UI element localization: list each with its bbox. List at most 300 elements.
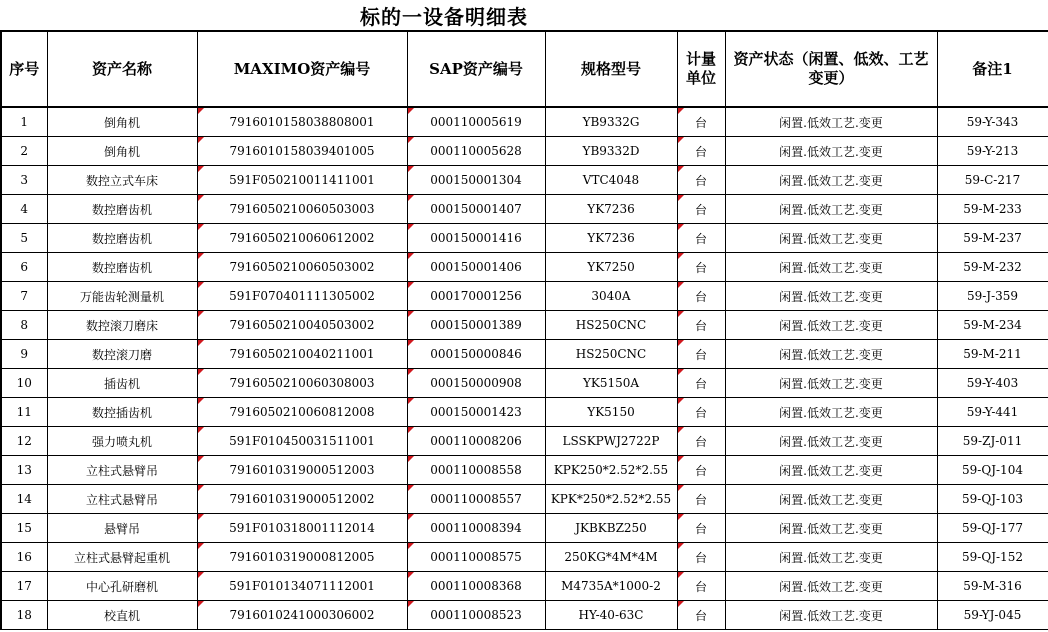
cell-unit-text: 台	[694, 376, 707, 391]
cell-maximo[interactable]	[197, 253, 407, 282]
cell-unit[interactable]	[677, 311, 725, 340]
cell-unit[interactable]	[677, 166, 725, 195]
cell-seq[interactable]	[1, 311, 47, 340]
cell-remark-text: 59-J-359	[966, 289, 1019, 303]
cell-status[interactable]	[725, 340, 937, 369]
cell-status[interactable]	[725, 195, 937, 224]
cell-remark-text: 59-M-211	[963, 347, 1022, 361]
cell-name-text: 万能齿轮测量机	[79, 289, 164, 304]
cell-name-text: 强力喷丸机	[91, 434, 152, 449]
cell-unit-text: 台	[694, 579, 707, 594]
cell-sap-text: 000150001304	[430, 173, 522, 187]
cell-sap[interactable]	[407, 340, 545, 369]
cell-seq[interactable]	[1, 485, 47, 514]
cell-remark[interactable]	[937, 107, 1048, 137]
comment-indicator-icon	[408, 253, 414, 259]
cell-seq-text: 8	[20, 318, 29, 332]
cell-name[interactable]	[47, 543, 197, 572]
comment-indicator-icon	[678, 398, 684, 404]
header-maximo[interactable]: MAXIMO资产编号	[197, 31, 407, 107]
comment-indicator-icon	[408, 572, 414, 578]
comment-indicator-icon	[198, 601, 204, 607]
cell-unit[interactable]	[677, 340, 725, 369]
cell-spec[interactable]	[545, 514, 677, 543]
comment-indicator-icon	[408, 543, 414, 549]
table-row	[1, 311, 1048, 340]
table-row	[1, 166, 1048, 195]
header-status[interactable]	[725, 31, 937, 107]
cell-sap-text: 000150001407	[430, 202, 522, 216]
cell-maximo[interactable]	[197, 514, 407, 543]
cell-name[interactable]	[47, 456, 197, 485]
cell-maximo-text: 591F010318001112014	[229, 521, 375, 535]
cell-spec[interactable]	[545, 572, 677, 601]
cell-maximo[interactable]	[197, 485, 407, 514]
comment-indicator-icon	[408, 398, 414, 404]
cell-spec-text: YK7250	[587, 260, 635, 274]
cell-remark[interactable]	[937, 398, 1048, 427]
cell-sap-text: 000110008575	[430, 550, 522, 564]
cell-status[interactable]	[725, 311, 937, 340]
cell-spec[interactable]	[545, 253, 677, 282]
header-seq[interactable]: 序号	[1, 31, 47, 107]
cell-maximo[interactable]	[197, 340, 407, 369]
header-status-label: 资产状态（闲置、低效、工艺变更）	[733, 50, 929, 87]
cell-sap[interactable]	[407, 195, 545, 224]
cell-seq-text: 17	[16, 579, 32, 593]
cell-sap[interactable]	[407, 253, 545, 282]
cell-spec[interactable]	[545, 166, 677, 195]
cell-seq-text: 7	[20, 289, 29, 303]
cell-maximo[interactable]	[197, 572, 407, 601]
cell-maximo-text: 591F050210011411001	[229, 173, 375, 187]
cell-spec[interactable]	[545, 369, 677, 398]
cell-spec[interactable]	[545, 456, 677, 485]
cell-maximo-text: 591F070401111305002	[229, 289, 375, 303]
cell-seq[interactable]	[1, 427, 47, 456]
cell-unit-text: 台	[694, 492, 707, 507]
cell-unit-text: 台	[694, 202, 707, 217]
cell-maximo[interactable]	[197, 137, 407, 166]
cell-spec-text: JKBKBZ250	[575, 521, 647, 535]
comment-indicator-icon	[198, 195, 204, 201]
cell-sap[interactable]	[407, 572, 545, 601]
cell-spec[interactable]	[545, 398, 677, 427]
comment-indicator-icon	[408, 340, 414, 346]
cell-name[interactable]	[47, 340, 197, 369]
cell-sap-text: 000150001406	[430, 260, 522, 274]
cell-status[interactable]	[725, 253, 937, 282]
cell-name-text: 数控滚刀磨床	[85, 318, 158, 333]
cell-unit-text: 台	[694, 550, 707, 565]
cell-name[interactable]	[47, 485, 197, 514]
cell-spec-text: YK5150A	[582, 376, 640, 390]
cell-spec[interactable]	[545, 485, 677, 514]
cell-seq[interactable]	[1, 514, 47, 543]
comment-indicator-icon	[408, 311, 414, 317]
cell-maximo[interactable]	[197, 398, 407, 427]
cell-seq[interactable]	[1, 253, 47, 282]
cell-spec[interactable]	[545, 340, 677, 369]
cell-seq[interactable]	[1, 398, 47, 427]
cell-unit[interactable]	[677, 137, 725, 166]
comment-indicator-icon	[678, 282, 684, 288]
cell-status-text: 闲置.低效工艺.变更	[779, 289, 883, 304]
cell-remark-text: 59-QJ-152	[962, 550, 1023, 564]
cell-name-text: 中心孔研磨机	[85, 579, 158, 594]
table-row	[1, 456, 1048, 485]
cell-status[interactable]	[725, 456, 937, 485]
cell-sap-text: 000110008206	[430, 434, 522, 448]
cell-maximo[interactable]	[197, 427, 407, 456]
cell-unit[interactable]	[677, 601, 725, 630]
title-row[interactable]	[0, 0, 1048, 30]
cell-maximo-text: 7916050210040503002	[229, 318, 375, 332]
cell-seq[interactable]	[1, 195, 47, 224]
cell-unit-text: 台	[694, 318, 707, 333]
cell-maximo[interactable]	[197, 224, 407, 253]
cell-remark[interactable]	[937, 195, 1048, 224]
cell-unit[interactable]	[677, 543, 725, 572]
cell-unit[interactable]	[677, 427, 725, 456]
cell-remark[interactable]	[937, 137, 1048, 166]
cell-name[interactable]	[47, 369, 197, 398]
comment-indicator-icon	[198, 108, 204, 114]
comment-indicator-icon	[678, 224, 684, 230]
comment-indicator-icon	[198, 572, 204, 578]
cell-spec-text: KPK250*2.52*2.55	[553, 463, 669, 477]
cell-seq-text: 3	[20, 173, 29, 187]
cell-status-text: 闲置.低效工艺.变更	[779, 202, 883, 217]
cell-unit[interactable]	[677, 107, 725, 137]
cell-status-text: 闲置.低效工艺.变更	[779, 434, 883, 449]
cell-name[interactable]	[47, 311, 197, 340]
equipment-table	[0, 30, 1048, 630]
cell-name[interactable]	[47, 398, 197, 427]
table-row	[1, 398, 1048, 427]
cell-remark-text: 59-Y-343	[966, 115, 1019, 129]
cell-unit-text: 台	[694, 173, 707, 188]
header-name[interactable]: 资产名称	[47, 31, 197, 107]
cell-remark-text: 59-QJ-103	[962, 492, 1023, 506]
cell-spec-text: YK5150	[587, 405, 635, 419]
cell-remark[interactable]	[937, 340, 1048, 369]
cell-name[interactable]	[47, 224, 197, 253]
cell-name-text: 校直机	[103, 608, 140, 623]
cell-sap-text: 000110005628	[430, 144, 522, 158]
cell-sap-text: 000110008394	[430, 521, 522, 535]
table-row	[1, 572, 1048, 601]
cell-seq-text: 6	[20, 260, 29, 274]
cell-sap[interactable]	[407, 224, 545, 253]
cell-name-text: 数控磨齿机	[91, 260, 152, 275]
cell-name-text: 数控磨齿机	[91, 202, 152, 217]
cell-spec-text: HS250CNC	[575, 347, 647, 361]
cell-seq-text: 18	[16, 608, 32, 622]
cell-status-text: 闲置.低效工艺.变更	[779, 231, 883, 246]
cell-status[interactable]	[725, 137, 937, 166]
cell-status-text: 闲置.低效工艺.变更	[779, 173, 883, 188]
cell-seq-text: 5	[20, 231, 29, 245]
cell-seq[interactable]	[1, 572, 47, 601]
cell-maximo[interactable]	[197, 543, 407, 572]
cell-maximo[interactable]	[197, 456, 407, 485]
cell-status-text: 闲置.低效工艺.变更	[779, 405, 883, 420]
cell-remark[interactable]	[937, 224, 1048, 253]
cell-sap[interactable]	[407, 282, 545, 311]
table-row	[1, 282, 1048, 311]
cell-status[interactable]	[725, 514, 937, 543]
cell-seq[interactable]	[1, 224, 47, 253]
cell-status[interactable]	[725, 107, 937, 137]
cell-spec[interactable]	[545, 282, 677, 311]
cell-maximo-text: 591F010134071112001	[229, 579, 375, 593]
cell-unit[interactable]	[677, 514, 725, 543]
cell-sap-text: 000150001416	[430, 231, 522, 245]
cell-unit-text: 台	[694, 521, 707, 536]
cell-sap-text: 000150000846	[430, 347, 522, 361]
cell-sap[interactable]	[407, 485, 545, 514]
cell-sap[interactable]	[407, 311, 545, 340]
comment-indicator-icon	[678, 572, 684, 578]
cell-seq-text: 10	[16, 376, 32, 390]
comment-indicator-icon	[678, 340, 684, 346]
comment-indicator-icon	[198, 282, 204, 288]
cell-spec-text: M4735A*1000-2	[561, 579, 661, 593]
comment-indicator-icon	[408, 601, 414, 607]
cell-sap[interactable]	[407, 543, 545, 572]
cell-maximo-text: 7916050210060503003	[229, 202, 375, 216]
cell-spec[interactable]	[545, 311, 677, 340]
cell-spec[interactable]	[545, 137, 677, 166]
cell-status[interactable]	[725, 601, 937, 630]
cell-seq[interactable]	[1, 340, 47, 369]
cell-status[interactable]	[725, 166, 937, 195]
cell-status[interactable]	[725, 485, 937, 514]
table-row	[1, 137, 1048, 166]
comment-indicator-icon	[678, 253, 684, 259]
cell-spec[interactable]	[545, 107, 677, 137]
cell-name[interactable]	[47, 137, 197, 166]
cell-maximo[interactable]	[197, 369, 407, 398]
cell-sap[interactable]	[407, 107, 545, 137]
cell-seq-text: 4	[20, 202, 29, 216]
cell-unit-text: 台	[694, 231, 707, 246]
cell-status-text: 闲置.低效工艺.变更	[779, 347, 883, 362]
cell-spec[interactable]	[545, 543, 677, 572]
cell-unit[interactable]	[677, 485, 725, 514]
table-row	[1, 195, 1048, 224]
cell-status-text: 闲置.低效工艺.变更	[779, 376, 883, 391]
comment-indicator-icon	[678, 195, 684, 201]
cell-sap-text: 000110008557	[430, 492, 522, 506]
cell-name-text: 悬臂吊	[103, 521, 140, 536]
cell-remark-text: 59-M-237	[963, 231, 1022, 245]
cell-unit[interactable]	[677, 224, 725, 253]
cell-status[interactable]	[725, 398, 937, 427]
cell-name[interactable]	[47, 282, 197, 311]
cell-maximo-text: 7916010158039401005	[229, 144, 375, 158]
cell-spec-text: 250KG*4M*4M	[564, 550, 658, 564]
cell-remark[interactable]	[937, 543, 1048, 572]
cell-maximo[interactable]	[197, 282, 407, 311]
cell-spec[interactable]	[545, 601, 677, 630]
cell-remark-text: 59-M-233	[963, 202, 1022, 216]
cell-status-text: 闲置.低效工艺.变更	[779, 550, 883, 565]
cell-maximo[interactable]	[197, 601, 407, 630]
cell-seq[interactable]	[1, 137, 47, 166]
comment-indicator-icon	[678, 427, 684, 433]
sheet-title: 标的一设备明细表	[360, 4, 528, 29]
cell-remark[interactable]	[937, 456, 1048, 485]
cell-status[interactable]	[725, 282, 937, 311]
cell-sap[interactable]	[407, 601, 545, 630]
cell-seq-text: 15	[16, 521, 32, 535]
cell-unit[interactable]	[677, 369, 725, 398]
cell-seq-text: 2	[20, 144, 29, 158]
comment-indicator-icon	[198, 137, 204, 143]
cell-seq[interactable]	[1, 282, 47, 311]
cell-unit[interactable]	[677, 195, 725, 224]
cell-remark[interactable]	[937, 514, 1048, 543]
cell-name[interactable]	[47, 253, 197, 282]
cell-status[interactable]	[725, 369, 937, 398]
cell-sap[interactable]	[407, 427, 545, 456]
table-row	[1, 543, 1048, 572]
cell-sap-text: 000150001423	[430, 405, 522, 419]
header-spec[interactable]: 规格型号	[545, 31, 677, 107]
comment-indicator-icon	[408, 427, 414, 433]
cell-unit[interactable]	[677, 398, 725, 427]
cell-status[interactable]	[725, 543, 937, 572]
cell-remark-text: 59-Y-213	[966, 144, 1019, 158]
comment-indicator-icon	[408, 166, 414, 172]
cell-status-text: 闲置.低效工艺.变更	[779, 318, 883, 333]
cell-remark[interactable]	[937, 282, 1048, 311]
cell-seq[interactable]	[1, 369, 47, 398]
table-row	[1, 514, 1048, 543]
comment-indicator-icon	[198, 369, 204, 375]
cell-name[interactable]	[47, 427, 197, 456]
cell-maximo-text: 7916010319000512002	[229, 492, 375, 506]
cell-unit-text: 台	[694, 434, 707, 449]
cell-name[interactable]	[47, 601, 197, 630]
cell-maximo[interactable]	[197, 195, 407, 224]
table-row	[1, 340, 1048, 369]
table-row	[1, 224, 1048, 253]
comment-indicator-icon	[198, 311, 204, 317]
cell-remark[interactable]	[937, 485, 1048, 514]
cell-name[interactable]	[47, 195, 197, 224]
comment-indicator-icon	[678, 137, 684, 143]
cell-remark[interactable]	[937, 601, 1048, 630]
cell-sap[interactable]	[407, 456, 545, 485]
cell-seq-text: 14	[16, 492, 32, 506]
cell-name[interactable]	[47, 107, 197, 137]
cell-seq-text: 16	[16, 550, 32, 564]
cell-maximo[interactable]	[197, 166, 407, 195]
cell-maximo[interactable]	[197, 107, 407, 137]
cell-seq[interactable]	[1, 166, 47, 195]
comment-indicator-icon	[678, 311, 684, 317]
cell-name[interactable]	[47, 166, 197, 195]
cell-remark[interactable]	[937, 253, 1048, 282]
cell-spec[interactable]	[545, 195, 677, 224]
comment-indicator-icon	[198, 456, 204, 462]
comment-indicator-icon	[198, 427, 204, 433]
comment-indicator-icon	[408, 282, 414, 288]
cell-name-text: 倒角机	[103, 144, 140, 159]
cell-status-text: 闲置.低效工艺.变更	[779, 521, 883, 536]
cell-sap-text: 000110005619	[430, 115, 522, 129]
cell-seq-text: 12	[16, 434, 32, 448]
cell-seq[interactable]	[1, 543, 47, 572]
cell-unit[interactable]	[677, 282, 725, 311]
cell-spec[interactable]	[545, 224, 677, 253]
cell-spec-text: YB9332D	[582, 144, 640, 158]
comment-indicator-icon	[678, 485, 684, 491]
cell-sap[interactable]	[407, 369, 545, 398]
comment-indicator-icon	[198, 253, 204, 259]
cell-remark-text: 59-M-316	[963, 579, 1022, 593]
cell-sap-text: 000110008558	[430, 463, 522, 477]
cell-spec[interactable]	[545, 427, 677, 456]
cell-remark[interactable]	[937, 311, 1048, 340]
comment-indicator-icon	[408, 369, 414, 375]
cell-sap[interactable]	[407, 137, 545, 166]
cell-unit[interactable]	[677, 572, 725, 601]
cell-sap[interactable]	[407, 514, 545, 543]
cell-sap[interactable]	[407, 398, 545, 427]
comment-indicator-icon	[678, 514, 684, 520]
cell-sap-text: 000110008523	[430, 608, 522, 622]
cell-seq[interactable]	[1, 456, 47, 485]
header-remark[interactable]: 备注1	[937, 31, 1048, 107]
header-sap[interactable]: SAP资产编号	[407, 31, 545, 107]
comment-indicator-icon	[198, 224, 204, 230]
cell-sap[interactable]	[407, 166, 545, 195]
cell-status[interactable]	[725, 427, 937, 456]
cell-seq[interactable]	[1, 107, 47, 137]
cell-status[interactable]	[725, 572, 937, 601]
cell-name-text: 数控插齿机	[91, 405, 152, 420]
comment-indicator-icon	[408, 456, 414, 462]
cell-seq-text: 13	[16, 463, 32, 477]
cell-remark-text: 59-YJ-045	[963, 608, 1022, 622]
header-unit[interactable]	[677, 31, 725, 107]
cell-maximo[interactable]	[197, 311, 407, 340]
cell-spec-text: 3040A	[591, 289, 631, 303]
cell-maximo-text: 7916010241000306002	[229, 608, 375, 622]
cell-remark[interactable]	[937, 369, 1048, 398]
cell-remark[interactable]	[937, 427, 1048, 456]
cell-name[interactable]	[47, 514, 197, 543]
cell-maximo-text: 7916050210060503002	[229, 260, 375, 274]
cell-spec-text: KPK*250*2.52*2.55	[550, 492, 672, 506]
cell-unit-text: 台	[694, 608, 707, 623]
cell-seq[interactable]	[1, 601, 47, 630]
cell-name-text: 数控磨齿机	[91, 231, 152, 246]
cell-status[interactable]	[725, 224, 937, 253]
cell-unit[interactable]	[677, 253, 725, 282]
cell-name-text: 数控滚刀磨	[91, 347, 152, 362]
cell-sap-text: 000170001256	[430, 289, 522, 303]
cell-remark[interactable]	[937, 166, 1048, 195]
cell-unit[interactable]	[677, 456, 725, 485]
comment-indicator-icon	[678, 108, 684, 114]
cell-remark[interactable]	[937, 572, 1048, 601]
cell-name[interactable]	[47, 572, 197, 601]
